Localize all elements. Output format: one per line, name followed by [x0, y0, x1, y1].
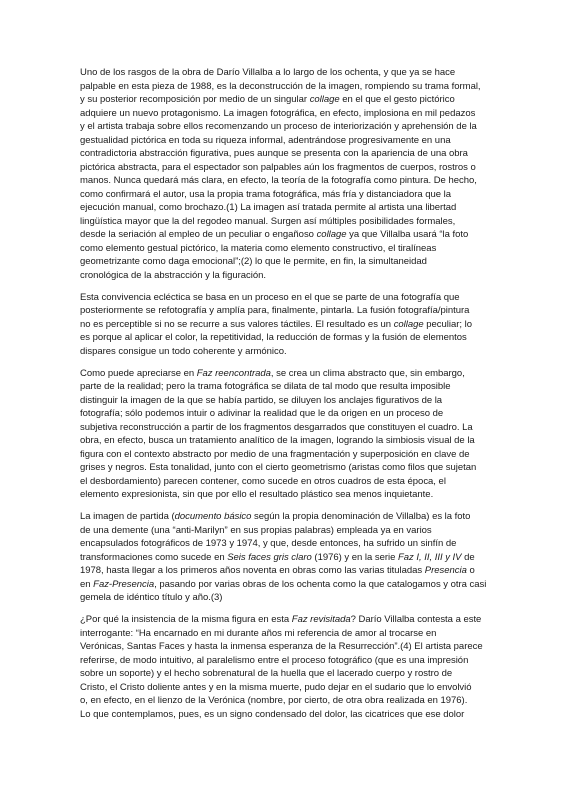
paragraph-4	[80, 510, 496, 605]
italic-run: Faz reencontrada	[196, 367, 271, 379]
paragraph-5	[80, 613, 496, 721]
text-run: , se crea un clima abstracto que, sin embargo, parte de la realidad; pero la trama fotográfica se dilata de tal modo que resulta imposible distinguir la imagen de la que se había partido, se diluyen los anclajes figurativos de la fotografía; sólo podemos intuir o adivinar la realidad que le da origen en un proceso de subjetiva reconstrucción a partir de los fragmentos desgarrados que constituyen el cuadro. La obra, en efecto, busca un tratamiento analítico de la imagen, logrando la simbiosis visual de la figura con el contexto abstracto por medio de una fragmentación y superposición en clave de grises y negros. Esta tonalidad, junto con el cierto geometrismo (aristas como filos que sujetan el desbordamiento) parecen contener, como sucede en otros cuadros de esta época, el elemento expresionista, sin que por ello el resultado plástico sea menos inquietante.	[80, 367, 477, 500]
italic-run: collage	[316, 229, 347, 240]
text-run: o en	[80, 565, 475, 590]
text-run: ¿Por qué la insistencia de la misma figura en esta	[80, 614, 292, 625]
text-run: Uno de los rasgos de la obra de Darío Villalba a lo largo de los ochenta, y que ya se hace palpable en esta pieza de 1988, es la deconstrucción de la imagen, rompiendo su trama formal, y su posterior recomposición por medio de un singular	[80, 67, 481, 105]
text-run: en el que el gesto pictórico adquiere un nuevo protagonismo. La imagen fotográfica, en efecto, implosiona en mil pedazos y el artista trabaja sobre ellos recomenzando un proceso de interiorización y aprehensión de la gestualidad pictórica en toda su riqueza informal, adentrándose progresivamente en una contradictoria abstracción figurativa, pues aunque se presenta con la apariencia de una obra pictórica abstracta, para el espectador son palpables aún los fragmentos de cuerpos, rostros o manos. Nunca quedará más clara, en efecto, la teoría de la fotografía como pintura. De hecho, como confirmará el autor, usa la propia trama fotográfica, más fría y distanciadora que la ejecución manual, como brochazo.(1) La imagen así tratada permite al artista una libertad lingüística mayor que la del regodeo manual. Surgen así múltiples posibilidades formales, desde la seriación al empleo de un peculiar o engañoso	[80, 94, 477, 240]
text-run: , pasando por varias obras de los ochenta como la que catalogamos y otra casi gemela de idéntico título y año.(3)	[80, 578, 487, 603]
document-body	[80, 66, 496, 730]
italic-run: Presencia	[424, 565, 467, 576]
paragraph-1	[80, 66, 496, 282]
text-run: La imagen de partida (	[80, 511, 175, 522]
text-run: de 1978, hasta llegar a los primeros años noventa en obras como las varias tituladas	[80, 551, 475, 576]
text-run: ? Darío Villalba contesta a este interrogante: “Ha encarnado en mi durante años mi referencia de amor al trocarse en Verónicas, Santas Faces y hasta la inmensa esperanza de la Resurrección”.(4) El artista parece referirse, de modo intuitivo, al paralelismo entre el proceso fotográfico (que es una impresión sobre un soporte) y el hecho sobrenatural de la huella que el lacerado cuerpo y rostro de Cristo, el Cristo doliente antes y en la misma muerte, pudo dejar en el sudario que lo envolvió o, en efecto, en el lienzo de la Verónica (nombre, por cierto, de otra obra realizada en 1976). Lo que contemplamos, pues, es un signo condensado del dolor, las cicatrices que ese dolor	[80, 614, 483, 720]
text-run: Esta convivencia ecléctica se basa en un proceso en el que se parte de una fotografía que posteriormente se refotografía y amplía para, finalmente, pintarla. La fusión fotografía/pintura no es perceptible si no se recurre a sus valores táctiles. El resultado es un	[80, 291, 470, 330]
italic-run: documento básico	[174, 511, 252, 522]
paragraph-2	[80, 291, 496, 359]
italic-run: Faz I, II, III y IV	[397, 551, 462, 563]
italic-run: Faz revisitada	[291, 614, 351, 625]
italic-run: collage	[309, 94, 340, 105]
text-run: peculiar; lo es porque al aplicar el color, la repetitividad, la reducción de formas y la fusión de elementos dispares consigue un todo coherente y armónico.	[80, 318, 472, 357]
text-run: según la propia denominación de Villalba) es la foto de una demente (una “anti-Marilyn” en sus propias palabras) empleada ya en varios encapsulados fotográficos de 1973 y 1974, y que, desde entonces, ha sufrido un sinfín de transformaciones como sucede en	[80, 511, 471, 563]
italic-run: Faz-Presencia	[93, 578, 155, 590]
text-run: Como puede apreciarse en	[80, 367, 197, 379]
text-run: (1976) y en la serie	[311, 551, 398, 563]
text-run: ya que Villalba usará “la foto como elemento gestual pictórico, la materia como elemento constructivo, el tiralíneas geometrizante como daga emocional”;(2) lo que le permite, en fin, la simultaneidad cronológica de la abstracción y la figuración.	[80, 229, 469, 281]
italic-run: collage	[393, 318, 424, 330]
paragraph-3	[80, 367, 496, 502]
italic-run: Seis faces gris claro	[227, 551, 312, 563]
